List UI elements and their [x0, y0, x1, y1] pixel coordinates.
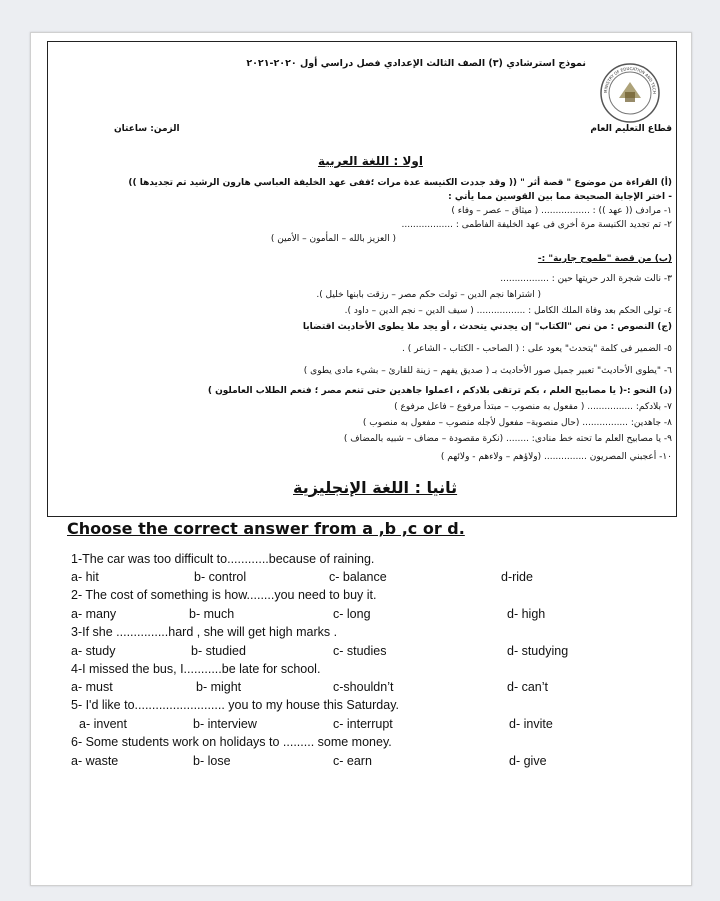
- arabic-line: ( اشتراها نجم الدين – تولت حكم مصر – رزقت بابنها خليل ).: [316, 290, 541, 300]
- option-d: d- can’t: [507, 680, 548, 694]
- exam-page: [30, 32, 692, 886]
- option-b: b- interview: [193, 717, 257, 731]
- option-c: c- balance: [329, 570, 387, 584]
- time-label: الزمن: ساعتان: [114, 124, 180, 134]
- option-d: d- studying: [507, 644, 569, 658]
- arabic-line: ١٠- أعجبني المصريون ............... (ولاؤهم – ولاءهم - ولائهم ): [440, 452, 672, 462]
- english-instruction: Choose the correct answer from a ,b ,c or d.: [67, 519, 465, 538]
- arabic-line: - اختر الإجابة الصحيحة مما بين القوسين مما يأتي :: [448, 192, 672, 202]
- option-c: c- studies: [333, 644, 387, 658]
- arabic-line: ٢- تم تجديد الكنيسة مرة أخرى فى عهد الخليفة الفاطمى : ..................: [401, 220, 672, 230]
- arabic-line: (ج) النصوص : من نص "الكتاب" إن يجدني يتحدث ، أو يجد ملا يطوى الأحاديث اقتضابا: [302, 322, 672, 332]
- arabic-line: ( العزيز بالله – المأمون – الأمين ): [270, 234, 396, 244]
- option-d: d- give: [509, 754, 547, 768]
- exam-title: نموذج استرشادي (٣) الصف الثالث الإعدادي فصل دراسي أول ٢٠٢٠-٢٠٢١: [246, 58, 586, 69]
- option-c: c- interrupt: [333, 717, 393, 731]
- arabic-line: ١- مرادف (( عهد )) : ................. ( ميثاق – عصر – وفاء ): [451, 206, 672, 216]
- sector-label: قطاع التعليم العام: [590, 124, 672, 134]
- arabic-section-title: اولا : اللغة العربية: [318, 154, 423, 168]
- option-d: d-ride: [501, 570, 533, 584]
- option-a: a- many: [71, 607, 117, 621]
- question-text: 5- I'd like to.......................... you to my house this Saturday.: [71, 698, 399, 712]
- question-text: 1-The car was too difficult to............because of raining.: [71, 552, 375, 566]
- option-b: b- much: [189, 607, 235, 621]
- option-a: a- invent: [79, 717, 127, 731]
- option-b: b- might: [196, 680, 242, 694]
- arabic-line: ٣- نالت شجرة الدر حريتها حين : .................: [500, 274, 672, 284]
- svg-text:MINISTRY OF EDUCATION AND TECH: MINISTRY OF EDUCATION AND TECH: [602, 65, 658, 94]
- option-a: a- hit: [71, 570, 99, 584]
- option-b: b- lose: [193, 754, 231, 768]
- option-a: a- must: [71, 680, 113, 694]
- arabic-line: ٨- جاهدين: ................ (حال منصوبة– مفعول لأجله منصوب – مفعول به منصوب ): [362, 418, 672, 428]
- arabic-line: (ب) من قصة "طموح جارية" :-: [537, 254, 672, 264]
- option-b: b- control: [194, 570, 247, 584]
- arabic-line: (د) النحو :-( يا مصابيح العلم ، بكم ترتقى بلادكم ، اعملوا جاهدين حتى تنعم مصر ؛ فنعم الطلاب العاملون ): [207, 386, 672, 396]
- question-text: 3-If she ...............hard , she will get high marks .: [71, 625, 338, 639]
- arabic-line: ٦- "يطوى الأحاديث" تعبير جميل صور الأحاديث بـ ( صديق يفهم – زينة للقارئ – بشيء مادى يطوى ): [303, 366, 672, 376]
- arabic-line: (أ) القراءة من موضوع " قصة أثر " (( وقد جددت الكنيسة عدة مرات ؛ففى عهد الخليفة العباسي هارون الرشيد تم تجديدها )): [128, 178, 672, 188]
- option-d: d- invite: [509, 717, 553, 731]
- arabic-line: ٩- يا مصابيح العلم ما تحته خط منادى: ........ (نكرة مقصودة – مضاف – شبيه بالمضاف ): [343, 434, 672, 444]
- question-text: 2- The cost of something is how........you need to buy it.: [71, 588, 377, 602]
- option-c: c-shouldn’t: [333, 680, 394, 694]
- arabic-line: ٤- تولى الحكم بعد وفاة الملك الكامل : ................. ( سيف الدين – نجم الدين – داود ).: [344, 306, 672, 316]
- option-b: b- studied: [191, 644, 246, 658]
- ministry-logo: [599, 62, 661, 124]
- arabic-section-frame: [47, 41, 677, 517]
- question-text: 4-I missed the bus, I...........be late for school.: [71, 662, 321, 676]
- option-a: a- study: [71, 644, 116, 658]
- arabic-line: ٧- بلادكم: ................ ( مفعول به منصوب – مبتدأ مرفوع – فاعل مرفوع ): [394, 402, 672, 412]
- option-a: a- waste: [71, 754, 119, 768]
- option-c: c- long: [333, 607, 371, 621]
- arabic-line: ٥- الضمير فى كلمة "يتحدث" يعود على : ( الصاحب - الكتاب - الشاعر ) .: [402, 344, 672, 354]
- option-d: d- high: [507, 607, 546, 621]
- option-c: c- earn: [333, 754, 372, 768]
- english-section-title: ثانيا : اللغة الإنجليزية: [293, 478, 458, 497]
- question-text: 6- Some students work on holidays to ......... some money.: [71, 735, 392, 749]
